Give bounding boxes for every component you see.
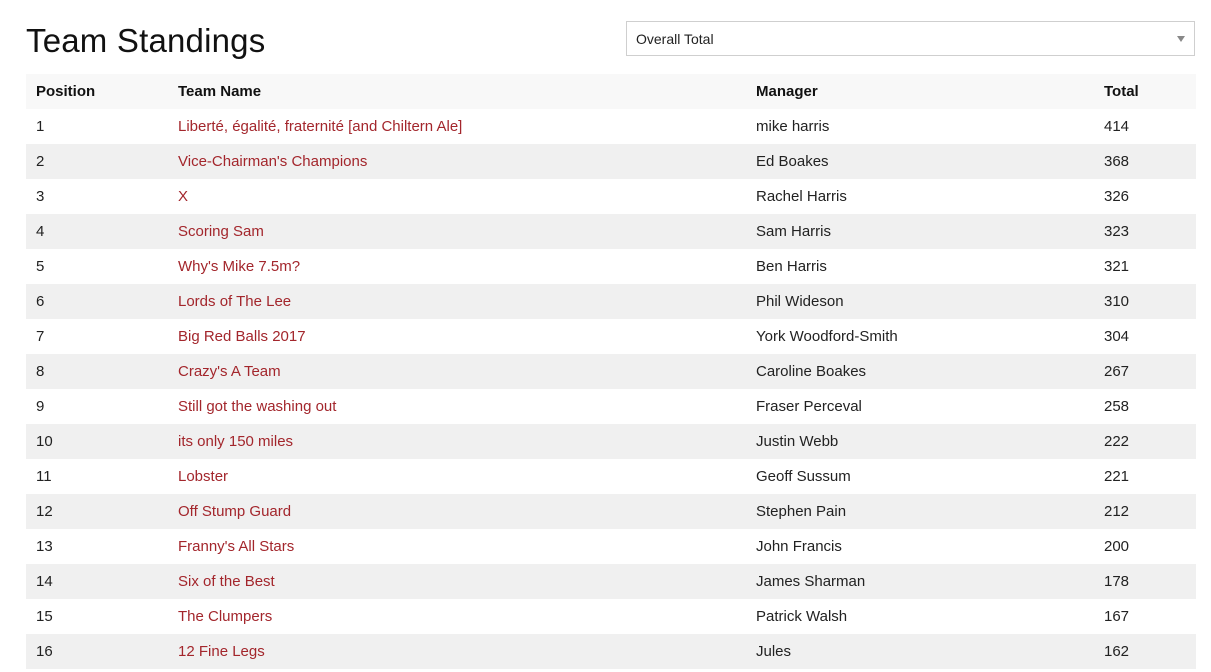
table-row [26, 179, 1196, 214]
team-name-cell [168, 144, 746, 179]
team-name-link[interactable]: Lobster [178, 468, 229, 485]
team-name-cell [168, 109, 746, 144]
total-cell: 267 [1094, 354, 1196, 389]
manager-cell: Ed Boakes [746, 144, 1094, 179]
table-row [26, 564, 1196, 599]
team-name-cell [168, 634, 746, 669]
team-name-cell [168, 249, 746, 284]
team-name-link[interactable]: Liberté, égalité, fraternité [and Chiltern Ale] [178, 118, 463, 135]
total-cell: 414 [1094, 109, 1196, 144]
standings-table [26, 74, 1196, 669]
manager-cell: Stephen Pain [746, 494, 1094, 529]
table-row [26, 144, 1196, 179]
team-name-link[interactable]: Vice-Chairman's Champions [178, 153, 368, 170]
manager-cell: York Woodford-Smith [746, 319, 1094, 354]
table-row [26, 319, 1196, 354]
table-row [26, 459, 1196, 494]
table-row [26, 494, 1196, 529]
team-name-cell [168, 389, 746, 424]
page-title: Team Standings [26, 22, 266, 59]
team-name-link[interactable]: Lords of The Lee [178, 293, 292, 310]
total-cell: 162 [1094, 634, 1196, 669]
team-name-link[interactable]: Why's Mike 7.5m? [178, 258, 301, 275]
position-cell: 16 [26, 634, 168, 669]
manager-cell: Jules [746, 634, 1094, 669]
table-row [26, 354, 1196, 389]
manager-cell: Phil Wideson [746, 284, 1094, 319]
total-cell: 167 [1094, 599, 1196, 634]
total-cell: 321 [1094, 249, 1196, 284]
standings-table-body [26, 109, 1196, 669]
position-cell: 6 [26, 284, 168, 319]
team-name-cell [168, 564, 746, 599]
column-header-total: Total [1094, 74, 1196, 109]
table-row [26, 249, 1196, 284]
total-cell: 221 [1094, 459, 1196, 494]
team-name-link[interactable]: Big Red Balls 2017 [178, 328, 306, 345]
chevron-down-icon [1177, 36, 1185, 42]
total-cell: 178 [1094, 564, 1196, 599]
table-header-row [26, 74, 1196, 109]
manager-cell: Justin Webb [746, 424, 1094, 459]
team-name-cell [168, 424, 746, 459]
total-cell: 326 [1094, 179, 1196, 214]
manager-cell: Sam Harris [746, 214, 1094, 249]
filter-selected-value: Overall Total [636, 30, 714, 47]
team-name-cell [168, 459, 746, 494]
team-name-link[interactable]: The Clumpers [178, 608, 273, 625]
manager-cell: Ben Harris [746, 249, 1094, 284]
team-name-cell [168, 354, 746, 389]
total-cell: 222 [1094, 424, 1196, 459]
team-name-cell [168, 179, 746, 214]
table-row [26, 284, 1196, 319]
table-row [26, 109, 1196, 144]
position-cell: 11 [26, 459, 168, 494]
position-cell: 2 [26, 144, 168, 179]
manager-cell: Fraser Perceval [746, 389, 1094, 424]
team-name-cell [168, 494, 746, 529]
position-cell: 15 [26, 599, 168, 634]
team-name-cell [168, 529, 746, 564]
position-cell: 5 [26, 249, 168, 284]
position-cell: 9 [26, 389, 168, 424]
table-row [26, 214, 1196, 249]
team-name-link[interactable]: its only 150 miles [178, 433, 294, 450]
position-cell: 3 [26, 179, 168, 214]
table-row [26, 599, 1196, 634]
team-name-cell [168, 599, 746, 634]
table-row [26, 634, 1196, 669]
total-cell: 323 [1094, 214, 1196, 249]
manager-cell: Geoff Sussum [746, 459, 1094, 494]
team-name-link[interactable]: X [178, 188, 189, 205]
column-header-manager: Manager [746, 74, 1094, 109]
column-header-position: Position [26, 74, 168, 109]
position-cell: 8 [26, 354, 168, 389]
total-cell: 368 [1094, 144, 1196, 179]
team-name-link[interactable]: Crazy's A Team [178, 363, 281, 380]
manager-cell: Rachel Harris [746, 179, 1094, 214]
total-cell: 310 [1094, 284, 1196, 319]
position-cell: 4 [26, 214, 168, 249]
team-name-link[interactable]: Scoring Sam [178, 223, 264, 240]
team-name-link[interactable]: 12 Fine Legs [178, 643, 265, 660]
team-name-cell [168, 319, 746, 354]
position-cell: 10 [26, 424, 168, 459]
team-name-link[interactable]: Still got the washing out [178, 398, 337, 415]
position-cell: 13 [26, 529, 168, 564]
position-cell: 14 [26, 564, 168, 599]
position-cell: 7 [26, 319, 168, 354]
team-name-link[interactable]: Off Stump Guard [178, 503, 292, 520]
standings-filter-select[interactable] [626, 21, 1195, 56]
total-cell: 212 [1094, 494, 1196, 529]
table-row [26, 389, 1196, 424]
table-row [26, 424, 1196, 459]
column-header-team-name: Team Name [168, 74, 746, 109]
total-cell: 304 [1094, 319, 1196, 354]
team-name-link[interactable]: Franny's All Stars [178, 538, 295, 555]
manager-cell: Caroline Boakes [746, 354, 1094, 389]
team-name-link[interactable]: Six of the Best [178, 573, 275, 590]
team-name-cell [168, 214, 746, 249]
manager-cell: mike harris [746, 109, 1094, 144]
manager-cell: John Francis [746, 529, 1094, 564]
manager-cell: Patrick Walsh [746, 599, 1094, 634]
team-name-cell [168, 284, 746, 319]
total-cell: 200 [1094, 529, 1196, 564]
manager-cell: James Sharman [746, 564, 1094, 599]
position-cell: 12 [26, 494, 168, 529]
table-row [26, 529, 1196, 564]
total-cell: 258 [1094, 389, 1196, 424]
position-cell: 1 [26, 109, 168, 144]
